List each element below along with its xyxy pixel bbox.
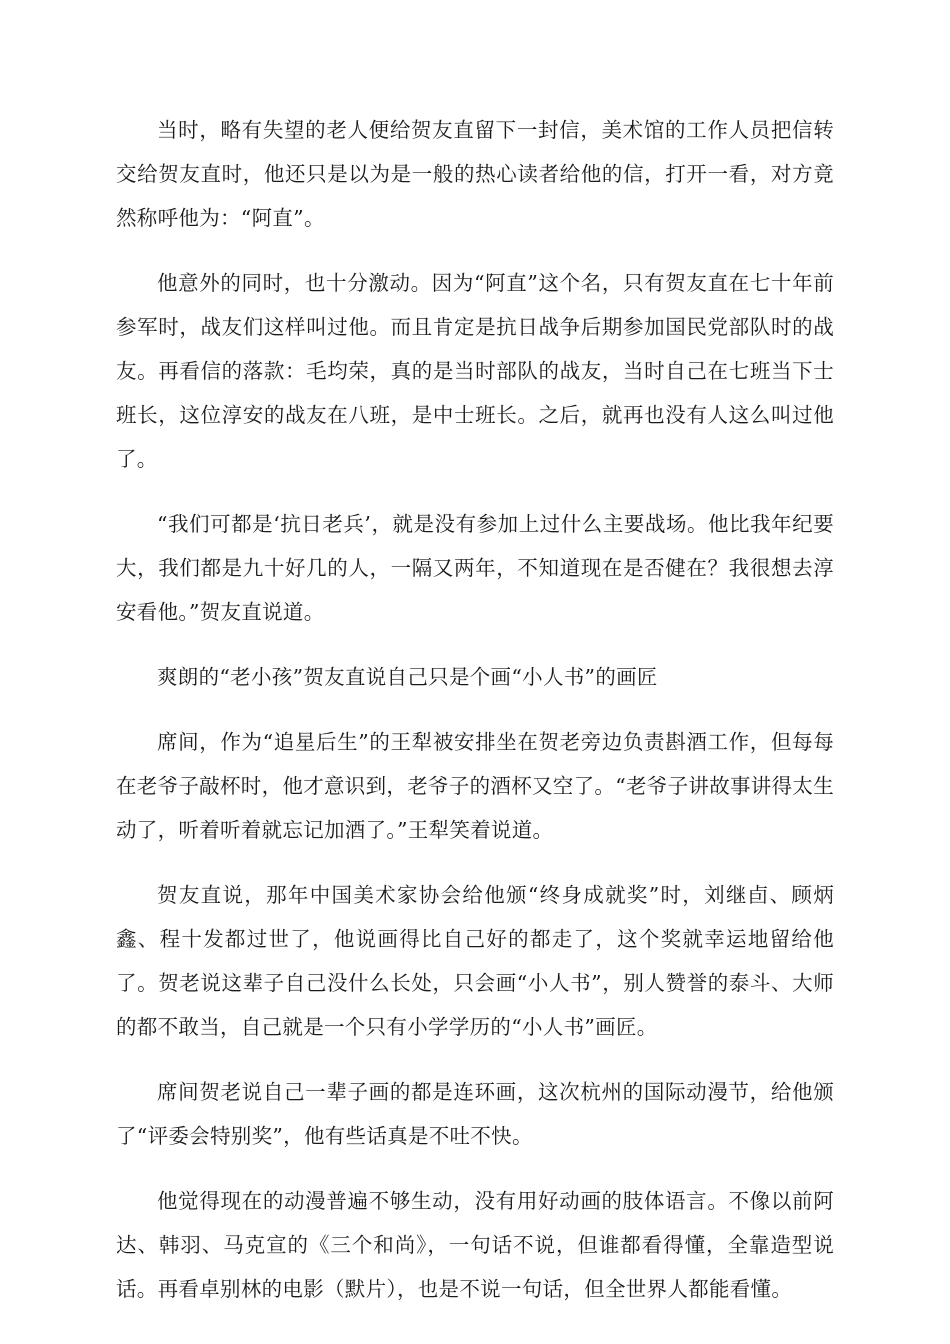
paragraph-quote-veterans: “我们可都是‘抗日老兵’，就是没有参加上过什么主要战场。他比我年纪要大，我们都是九十好几的人，一隔又两年，不知道现在是否健在？我很想去淳安看他。”贺友直说道。 <box>116 512 834 624</box>
paragraph-animation-critique: 他觉得现在的动漫普遍不够生动，没有用好动画的肢体语言。不像以前阿达、韩羽、马克宣的《三个和尚》，一句话不说，但谁都看得懂，全靠造型说话。再看卓别林的电影（默片），也是不说一句话，但全世界人都能看懂。 <box>116 1189 834 1301</box>
document-body <box>116 108 834 1332</box>
paragraph-surprise: 他意外的同时，也十分激动。因为“阿直”这个名，只有贺友直在七十年前参军时，战友们这样叫过他。而且肯定是抗日战争后期参加国民党部队时的战友。再看信的落款：毛均荣，真的是当时部队的战友，当时自己在七班当下士班长，这位淳安的战友在八班，是中士班长。之后，就再也没有人这么叫过他了。 <box>116 271 834 471</box>
paragraph-award: 贺友直说，那年中国美术家协会给他颁“终身成就奖”时，刘继卣、顾炳鑫、程十发都过世了，他说画得比自己好的都走了，这个奖就幸运地留给他了。贺老说这辈子自己没什么长处，只会画“小人书”，别人赞誉的泰斗、大师的都不敢当，自己就是一个只有小学学历的“小人书”画匠。 <box>116 883 834 1039</box>
paragraph-letter: 当时，略有失望的老人便给贺友直留下一封信，美术馆的工作人员把信转交给贺友直时，他还只是以为是一般的热心读者给他的信，打开一看，对方竟然称呼他为：“阿直”。 <box>116 118 834 230</box>
paragraph-banquet: 席间，作为“追星后生”的王犁被安排坐在贺老旁边负责斟酒工作，但每每在老爷子敲杯时，他才意识到，老爷子的酒杯又空了。“老爷子讲故事讲得太生动了，听着听着就忘记加酒了。”王犁笑着说道。 <box>116 730 834 842</box>
section-heading: 爽朗的“老小孩”贺友直说自己只是个画“小人书”的画匠 <box>157 665 658 689</box>
paragraph-animation-festival: 席间贺老说自己一辈子画的都是连环画，这次杭州的国际动漫节，给他颁了“评委会特别奖”，他有些话真是不吐不快。 <box>116 1080 834 1148</box>
